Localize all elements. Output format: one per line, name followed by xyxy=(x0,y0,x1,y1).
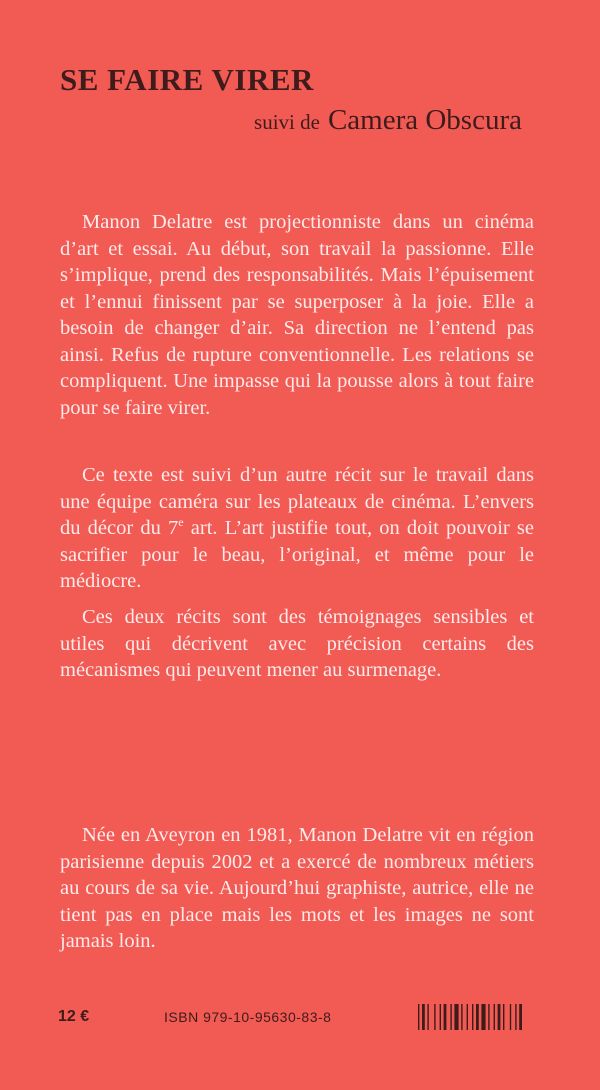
summary-paragraph-3 xyxy=(60,604,534,684)
suivi-de-label: suivi de xyxy=(254,110,320,134)
author-bio-text: Née en Aveyron en 1981, Manon Delatre vit en région parisienne depuis 2002 et a exercé de nombreux métiers au cours de sa vie. Aujourd’hui graphiste, autrice, elle ne tient pas en place mais les mots et les images ne sont jamais loin. xyxy=(60,824,534,952)
isbn-label: ISBN 979-10-95630-83-8 xyxy=(164,1009,332,1025)
summary-paragraph-2-text-b: art. L’art justifie tout, on doit pouvoir se sacrifier pour le beau, l’original, et même pour le médiocre. xyxy=(60,517,535,592)
summary-paragraph-2-text-a: Ce texte est suivi d’un autre récit sur le travail dans une équipe caméra sur les plateaux de cinéma. L’envers du décor du 7 xyxy=(60,464,534,539)
barcode-icon xyxy=(418,1004,540,1030)
cover-footer xyxy=(58,1004,540,1032)
summary-paragraph-2 xyxy=(60,462,534,595)
author-bio-paragraph xyxy=(60,822,534,955)
summary-paragraph-3-text: Ces deux récits sont des témoignages sensibles et utiles qui décrivent avec précision certains des mécanismes qui peuvent mener au surmenage. xyxy=(60,606,534,681)
price-label: 12 € xyxy=(58,1008,90,1025)
subtitle-row xyxy=(254,104,522,137)
superscript-e: e xyxy=(178,515,184,530)
title-block xyxy=(60,62,540,136)
summary-paragraph-1 xyxy=(60,209,534,421)
summary-paragraph-1-text: Manon Delatre est projectionniste dans un cinéma d’art et essai. Au début, son travail la passionne. Elle s’implique, prend des responsabilités. Mais l’épuisement et l’ennui finissent par se superposer à la joie. Elle a besoin de changer d’air. Sa direction ne l’entend pas ainsi. Refus de rupture conventionnelle. Les relations se compliquent. Une impasse qui la pousse alors à tout faire pour se faire virer. xyxy=(60,211,534,419)
book-title: SE FAIRE VIRER xyxy=(60,62,314,97)
book-subtitle: Camera Obscura xyxy=(327,104,522,136)
